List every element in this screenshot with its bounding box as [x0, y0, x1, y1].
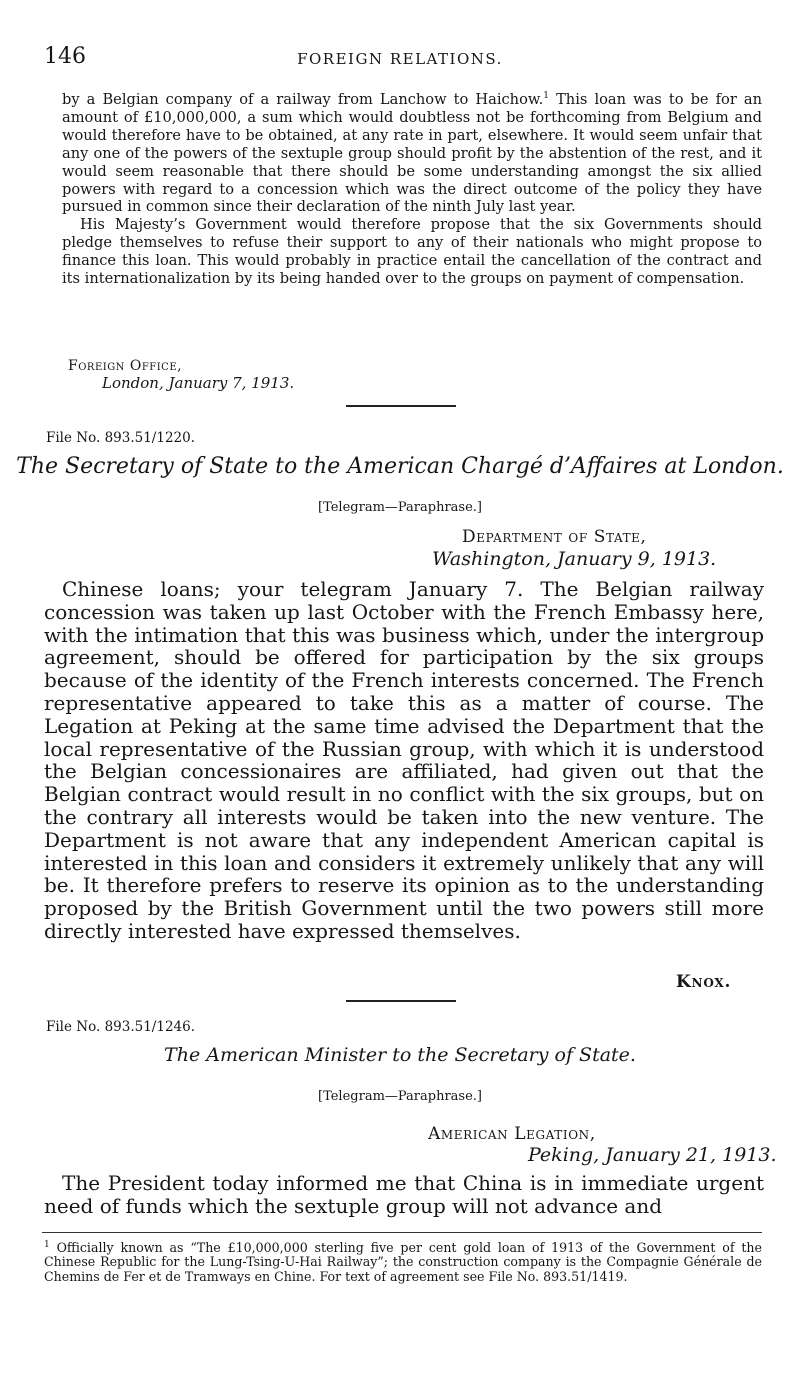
sender-place-date: London, January 7, 1913. — [102, 374, 295, 392]
sender-office: American Legation, — [428, 1124, 596, 1144]
sender-office: Foreign Office, — [68, 358, 183, 374]
footnote-mark: 1 — [44, 1240, 50, 1250]
footnote-text: Officially known as “The £10,000,000 sterling five per cent gold loan of 1913 of the Government of the Chinese Republic for the Lung-Tsing-U-Hai Railway”; the construction company is the Compagnie Générale de Chemins de Fer et de Tramways en Chine. For text of agreement see File No. 893.51/1419. — [44, 1240, 762, 1284]
document-heading: The Secretary of State to the American Chargé d’Affaires at London. — [16, 454, 784, 479]
footnote — [44, 1238, 762, 1284]
prior-paragraph-1-start: by a Belgian company of a railway from Lanchow to Haichow. — [62, 91, 544, 108]
page-number: 146 — [44, 44, 86, 69]
signature: Knox. — [676, 972, 732, 992]
prior-document-text — [62, 91, 762, 288]
sender-place-date: Washington, January 9, 1913. — [432, 548, 717, 570]
telegram-note: [Telegram—Paraphrase.] — [318, 1089, 482, 1104]
running-title: FOREIGN RELATIONS. — [297, 50, 503, 68]
section-divider — [346, 405, 456, 407]
footnote-reference: 1 — [543, 91, 549, 102]
telegram-note: [Telegram—Paraphrase.] — [318, 500, 482, 515]
file-number: File No. 893.51/1246. — [46, 1019, 196, 1035]
telegram-body: Chinese loans; your telegram January 7. The Belgian railway concession was taken up last October with the French Embassy here, with the intimation that this was business which, under the intergroup agreement, should be offered for participation by the six groups because of the identity of the French interests concerned. The French representative appeared to take this as a matter of course. The Legation at Peking at the same time advised the Department that the local representative of the Russian group, with which it is understood the Belgian concessionaires are affiliated, had given out that the Belgian contract would result in no conflict with the six groups, but on the contrary all interests would be taken into the new venture. The Department is not aware that any independent American capital is interested in this loan and considers it extremely unlikely that any will be. It therefore prefers to reserve its opinion as to the understanding proposed by the British Government until the two powers still more directly interested have expressed themselves. — [44, 577, 764, 943]
prior-paragraph-1-rest: This loan was to be for an amount of £10,000,000, a sum which would doubtless not be forthcoming from Belgium and would therefore have to be obtained, at any rate in part, elsewhere. It would seem unfair that any one of the powers of the sextuple group should profit by the abstention of the rest, and it would seem reasonable that there should be some understanding amongst the six allied powers with regard to a concession which was the direct outcome of the policy they have pursued in common since their declaration of the ninth July last year. — [62, 91, 763, 216]
file-number: File No. 893.51/1220. — [46, 430, 196, 446]
section-divider — [346, 1000, 456, 1002]
sender-place-date: Peking, January 21, 1913. — [528, 1144, 777, 1166]
footnote-rule — [42, 1232, 762, 1233]
telegram-body: The President today informed me that China is in immediate urgent need of funds which the sextuple group will not advance and — [44, 1171, 764, 1218]
prior-paragraph-1 — [62, 91, 762, 216]
prior-paragraph-2: His Majesty’s Government would therefore propose that the six Governments should pledge themselves to refuse their support to any of their nationals who might propose to finance this loan. This would probably in practice entail the cancellation of the contract and its internationalization by its being handed over to the groups on payment of compensation. — [62, 216, 762, 288]
document-heading: The American Minister to the Secretary of State. — [164, 1044, 636, 1066]
sender-office: Department of State, — [462, 527, 647, 547]
